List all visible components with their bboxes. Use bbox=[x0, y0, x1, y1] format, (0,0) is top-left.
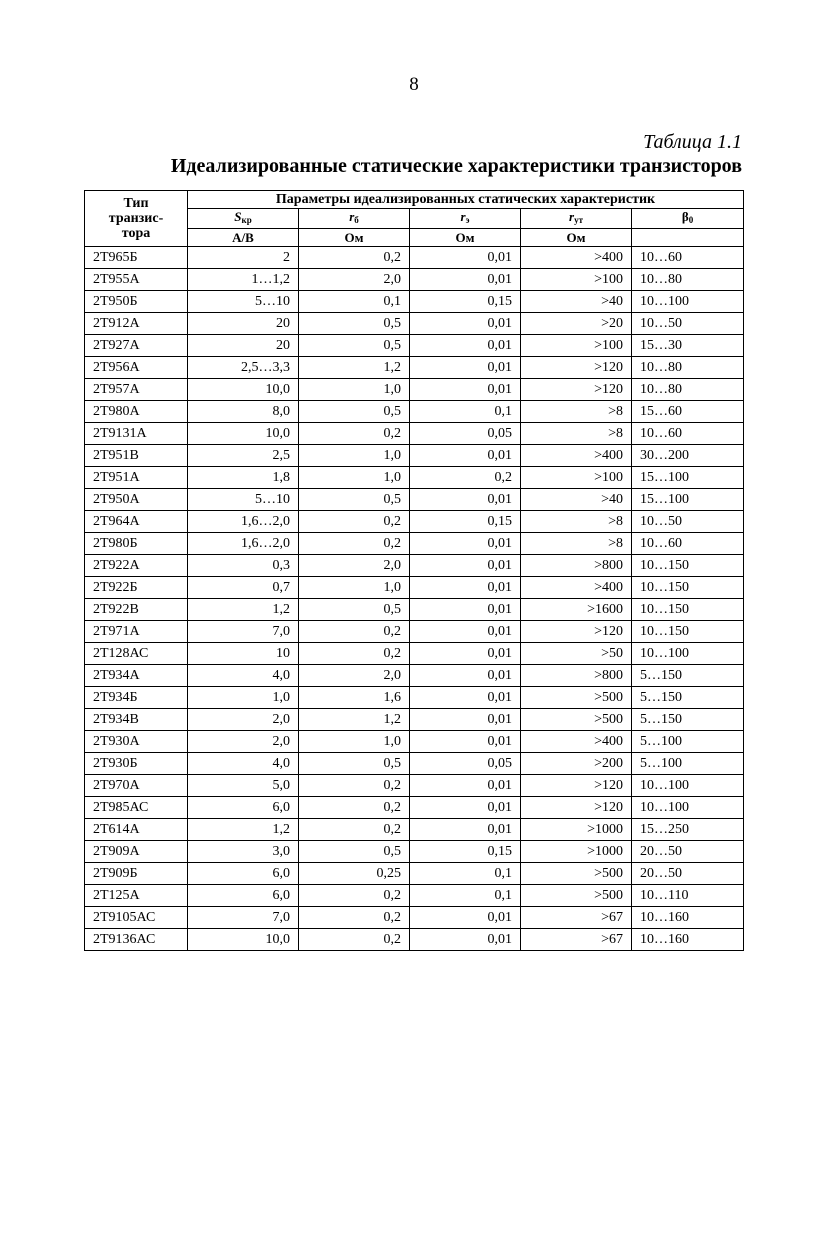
cell-r-b: 0,2 bbox=[299, 643, 410, 665]
table-row bbox=[85, 533, 744, 555]
cell-type: 2Т950Б bbox=[85, 291, 188, 313]
table-row bbox=[85, 577, 744, 599]
cell-beta0: 10…80 bbox=[632, 357, 744, 379]
cell-r-b: 0,5 bbox=[299, 599, 410, 621]
cell-s-kr: 20 bbox=[188, 335, 299, 357]
cell-type: 2Т909Б bbox=[85, 863, 188, 885]
cell-r-e: 0,01 bbox=[410, 247, 521, 269]
cell-beta0: 10…150 bbox=[632, 621, 744, 643]
cell-r-ut: >67 bbox=[521, 929, 632, 951]
cell-r-ut: >400 bbox=[521, 577, 632, 599]
cell-type: 2Т971А bbox=[85, 621, 188, 643]
cell-r-b: 0,2 bbox=[299, 621, 410, 643]
header-unit-r-ut: Ом bbox=[521, 229, 632, 247]
cell-r-ut: >100 bbox=[521, 269, 632, 291]
table-row bbox=[85, 423, 744, 445]
page-number: 8 bbox=[409, 74, 419, 95]
cell-r-e: 0,01 bbox=[410, 819, 521, 841]
cell-r-e: 0,01 bbox=[410, 643, 521, 665]
cell-type: 2Т970А bbox=[85, 775, 188, 797]
cell-r-ut: >100 bbox=[521, 335, 632, 357]
cell-r-e: 0,01 bbox=[410, 665, 521, 687]
cell-s-kr: 6,0 bbox=[188, 885, 299, 907]
cell-r-ut: >200 bbox=[521, 753, 632, 775]
cell-r-e: 0,01 bbox=[410, 929, 521, 951]
header-unit-r-e: Ом bbox=[410, 229, 521, 247]
cell-beta0: 10…50 bbox=[632, 511, 744, 533]
cell-r-ut: >400 bbox=[521, 445, 632, 467]
cell-beta0: 5…150 bbox=[632, 709, 744, 731]
table-row bbox=[85, 555, 744, 577]
cell-beta0: 10…60 bbox=[632, 423, 744, 445]
cell-beta0: 10…160 bbox=[632, 907, 744, 929]
cell-r-b: 0,5 bbox=[299, 489, 410, 511]
table-row bbox=[85, 819, 744, 841]
cell-r-e: 0,15 bbox=[410, 511, 521, 533]
cell-r-e: 0,01 bbox=[410, 313, 521, 335]
cell-beta0: 10…60 bbox=[632, 533, 744, 555]
transistor-table bbox=[84, 190, 744, 951]
cell-type: 2Т934Б bbox=[85, 687, 188, 709]
cell-r-b: 0,1 bbox=[299, 291, 410, 313]
cell-s-kr: 7,0 bbox=[188, 907, 299, 929]
cell-beta0: 10…150 bbox=[632, 599, 744, 621]
cell-r-b: 1,0 bbox=[299, 577, 410, 599]
cell-r-e: 0,05 bbox=[410, 423, 521, 445]
table-row bbox=[85, 929, 744, 951]
cell-type: 2Т922А bbox=[85, 555, 188, 577]
cell-beta0: 10…80 bbox=[632, 379, 744, 401]
cell-r-b: 1,0 bbox=[299, 731, 410, 753]
cell-r-b: 0,2 bbox=[299, 797, 410, 819]
cell-s-kr: 2 bbox=[188, 247, 299, 269]
cell-r-ut: >120 bbox=[521, 775, 632, 797]
cell-s-kr: 10,0 bbox=[188, 929, 299, 951]
cell-type: 2Т909А bbox=[85, 841, 188, 863]
cell-r-b: 0,5 bbox=[299, 335, 410, 357]
table-row bbox=[85, 753, 744, 775]
cell-s-kr: 1…1,2 bbox=[188, 269, 299, 291]
cell-s-kr: 0,7 bbox=[188, 577, 299, 599]
cell-r-e: 0,01 bbox=[410, 621, 521, 643]
cell-type: 2Т955А bbox=[85, 269, 188, 291]
cell-r-e: 0,01 bbox=[410, 489, 521, 511]
cell-r-ut: >8 bbox=[521, 511, 632, 533]
table-row bbox=[85, 313, 744, 335]
cell-r-e: 0,1 bbox=[410, 401, 521, 423]
cell-s-kr: 4,0 bbox=[188, 665, 299, 687]
cell-s-kr: 2,0 bbox=[188, 709, 299, 731]
table-row bbox=[85, 687, 744, 709]
cell-beta0: 10…50 bbox=[632, 313, 744, 335]
table-row bbox=[85, 665, 744, 687]
cell-s-kr: 3,0 bbox=[188, 841, 299, 863]
cell-r-ut: >500 bbox=[521, 709, 632, 731]
cell-beta0: 5…100 bbox=[632, 753, 744, 775]
header-r-b: $r_б$ bbox=[299, 209, 410, 229]
cell-r-e: 0,01 bbox=[410, 709, 521, 731]
cell-s-kr: 2,5…3,3 bbox=[188, 357, 299, 379]
cell-type: 2Т950А bbox=[85, 489, 188, 511]
cell-s-kr: 0,3 bbox=[188, 555, 299, 577]
cell-type: 2Т9105АС bbox=[85, 907, 188, 929]
cell-beta0: 5…150 bbox=[632, 687, 744, 709]
cell-type: 2Т128АС bbox=[85, 643, 188, 665]
cell-type: 2Т980А bbox=[85, 401, 188, 423]
cell-type: 2Т951А bbox=[85, 467, 188, 489]
cell-beta0: 15…250 bbox=[632, 819, 744, 841]
cell-s-kr: 5…10 bbox=[188, 489, 299, 511]
cell-r-e: 0,01 bbox=[410, 797, 521, 819]
cell-r-b: 0,2 bbox=[299, 929, 410, 951]
cell-type: 2Т912А bbox=[85, 313, 188, 335]
cell-s-kr: 1,2 bbox=[188, 599, 299, 621]
cell-type: 2Т922Б bbox=[85, 577, 188, 599]
cell-s-kr: 1,8 bbox=[188, 467, 299, 489]
cell-type: 2Т927А bbox=[85, 335, 188, 357]
cell-r-e: 0,1 bbox=[410, 885, 521, 907]
cell-r-b: 0,2 bbox=[299, 885, 410, 907]
cell-r-e: 0,01 bbox=[410, 357, 521, 379]
cell-r-e: 0,01 bbox=[410, 577, 521, 599]
cell-r-b: 0,2 bbox=[299, 423, 410, 445]
cell-s-kr: 1,2 bbox=[188, 819, 299, 841]
cell-r-e: 0,01 bbox=[410, 775, 521, 797]
cell-beta0: 20…50 bbox=[632, 841, 744, 863]
cell-r-b: 1,0 bbox=[299, 445, 410, 467]
table-row bbox=[85, 379, 744, 401]
header-type-line-2: транзис- bbox=[108, 211, 164, 226]
header-params-title: Параметры идеализированных статических характеристик bbox=[188, 191, 744, 209]
header-type bbox=[85, 191, 188, 247]
table-row bbox=[85, 357, 744, 379]
cell-beta0: 10…110 bbox=[632, 885, 744, 907]
header-unit-s-kr: А/В bbox=[188, 229, 299, 247]
cell-s-kr: 2,0 bbox=[188, 731, 299, 753]
header-unit-r-b: Ом bbox=[299, 229, 410, 247]
cell-r-b: 0,5 bbox=[299, 753, 410, 775]
cell-r-e: 0,01 bbox=[410, 269, 521, 291]
table-label: Таблица 1.1 bbox=[643, 131, 742, 153]
cell-r-ut: >400 bbox=[521, 731, 632, 753]
table-row bbox=[85, 445, 744, 467]
cell-r-ut: >50 bbox=[521, 643, 632, 665]
cell-r-ut: >1000 bbox=[521, 841, 632, 863]
cell-r-ut: >1600 bbox=[521, 599, 632, 621]
table-row bbox=[85, 467, 744, 489]
cell-r-ut: >40 bbox=[521, 291, 632, 313]
cell-r-b: 0,5 bbox=[299, 841, 410, 863]
cell-beta0: 10…100 bbox=[632, 643, 744, 665]
cell-r-b: 2,0 bbox=[299, 269, 410, 291]
table-header bbox=[85, 191, 744, 247]
table-row bbox=[85, 775, 744, 797]
cell-r-e: 0,01 bbox=[410, 379, 521, 401]
table-row bbox=[85, 885, 744, 907]
table-row bbox=[85, 489, 744, 511]
cell-r-e: 0,1 bbox=[410, 863, 521, 885]
cell-r-e: 0,01 bbox=[410, 687, 521, 709]
cell-r-ut: >67 bbox=[521, 907, 632, 929]
cell-s-kr: 6,0 bbox=[188, 863, 299, 885]
cell-type: 2Т922В bbox=[85, 599, 188, 621]
cell-r-b: 1,0 bbox=[299, 467, 410, 489]
cell-r-ut: >20 bbox=[521, 313, 632, 335]
cell-r-ut: >800 bbox=[521, 665, 632, 687]
cell-type: 2Т125А bbox=[85, 885, 188, 907]
cell-beta0: 10…80 bbox=[632, 269, 744, 291]
cell-r-ut: >120 bbox=[521, 797, 632, 819]
table-body bbox=[85, 247, 744, 951]
table-row bbox=[85, 643, 744, 665]
cell-r-b: 0,2 bbox=[299, 907, 410, 929]
table-row bbox=[85, 709, 744, 731]
cell-s-kr: 10,0 bbox=[188, 423, 299, 445]
cell-r-ut: >40 bbox=[521, 489, 632, 511]
cell-r-ut: >100 bbox=[521, 467, 632, 489]
cell-s-kr: 5…10 bbox=[188, 291, 299, 313]
header-r-e: $r_э$ bbox=[410, 209, 521, 229]
cell-r-e: 0,15 bbox=[410, 841, 521, 863]
cell-beta0: 10…100 bbox=[632, 797, 744, 819]
cell-beta0: 10…150 bbox=[632, 577, 744, 599]
cell-type: 2Т9131А bbox=[85, 423, 188, 445]
cell-r-e: 0,15 bbox=[410, 291, 521, 313]
cell-s-kr: 10 bbox=[188, 643, 299, 665]
cell-s-kr: 1,6…2,0 bbox=[188, 511, 299, 533]
header-s-kr: $S_{кр}$ bbox=[188, 209, 299, 229]
header-type-line-1: Тип bbox=[123, 196, 149, 211]
cell-r-ut: >120 bbox=[521, 357, 632, 379]
cell-s-kr: 10,0 bbox=[188, 379, 299, 401]
table-row bbox=[85, 599, 744, 621]
cell-type: 2Т985АС bbox=[85, 797, 188, 819]
cell-r-ut: >1000 bbox=[521, 819, 632, 841]
cell-s-kr: 4,0 bbox=[188, 753, 299, 775]
table-row bbox=[85, 511, 744, 533]
cell-beta0: 20…50 bbox=[632, 863, 744, 885]
table-title: Идеализированные статические характеристики транзисторов bbox=[170, 155, 742, 177]
cell-s-kr: 2,5 bbox=[188, 445, 299, 467]
cell-r-e: 0,01 bbox=[410, 335, 521, 357]
cell-r-b: 1,0 bbox=[299, 379, 410, 401]
cell-r-b: 2,0 bbox=[299, 555, 410, 577]
cell-r-ut: >120 bbox=[521, 379, 632, 401]
cell-r-e: 0,01 bbox=[410, 599, 521, 621]
cell-beta0: 15…100 bbox=[632, 467, 744, 489]
cell-r-b: 0,2 bbox=[299, 819, 410, 841]
cell-r-ut: >8 bbox=[521, 533, 632, 555]
cell-r-e: 0,05 bbox=[410, 753, 521, 775]
header-r-ut: $r_{ут}$ bbox=[521, 209, 632, 229]
cell-r-ut: >8 bbox=[521, 423, 632, 445]
cell-r-b: 0,2 bbox=[299, 247, 410, 269]
header-type-line-3: тора bbox=[121, 226, 151, 241]
cell-r-ut: >500 bbox=[521, 885, 632, 907]
cell-r-ut: >800 bbox=[521, 555, 632, 577]
cell-s-kr: 7,0 bbox=[188, 621, 299, 643]
table-row bbox=[85, 731, 744, 753]
cell-s-kr: 1,6…2,0 bbox=[188, 533, 299, 555]
cell-beta0: 5…150 bbox=[632, 665, 744, 687]
cell-r-b: 1,2 bbox=[299, 357, 410, 379]
table-row bbox=[85, 401, 744, 423]
table-row bbox=[85, 907, 744, 929]
cell-beta0: 10…60 bbox=[632, 247, 744, 269]
cell-type: 2Т930Б bbox=[85, 753, 188, 775]
cell-s-kr: 20 bbox=[188, 313, 299, 335]
cell-type: 2Т951В bbox=[85, 445, 188, 467]
cell-beta0: 10…150 bbox=[632, 555, 744, 577]
cell-r-ut: >120 bbox=[521, 621, 632, 643]
cell-r-b: 1,6 bbox=[299, 687, 410, 709]
cell-type: 2Т965Б bbox=[85, 247, 188, 269]
cell-r-ut: >500 bbox=[521, 687, 632, 709]
cell-type: 2Т614А bbox=[85, 819, 188, 841]
cell-beta0: 30…200 bbox=[632, 445, 744, 467]
cell-beta0: 15…60 bbox=[632, 401, 744, 423]
table-row bbox=[85, 269, 744, 291]
cell-s-kr: 8,0 bbox=[188, 401, 299, 423]
cell-r-b: 2,0 bbox=[299, 665, 410, 687]
cell-beta0: 10…160 bbox=[632, 929, 744, 951]
cell-s-kr: 1,0 bbox=[188, 687, 299, 709]
cell-type: 2Т930А bbox=[85, 731, 188, 753]
cell-r-b: 0,25 bbox=[299, 863, 410, 885]
table-row bbox=[85, 247, 744, 269]
cell-r-e: 0,01 bbox=[410, 907, 521, 929]
cell-r-b: 0,2 bbox=[299, 533, 410, 555]
cell-type: 2Т964А bbox=[85, 511, 188, 533]
cell-beta0: 10…100 bbox=[632, 775, 744, 797]
cell-r-b: 0,2 bbox=[299, 511, 410, 533]
cell-r-e: 0,01 bbox=[410, 555, 521, 577]
cell-type: 2Т957А bbox=[85, 379, 188, 401]
cell-type: 2Т956А bbox=[85, 357, 188, 379]
cell-r-b: 0,5 bbox=[299, 401, 410, 423]
cell-r-b: 0,2 bbox=[299, 775, 410, 797]
cell-type: 2Т980Б bbox=[85, 533, 188, 555]
header-unit-beta0 bbox=[632, 229, 744, 247]
cell-r-e: 0,01 bbox=[410, 445, 521, 467]
cell-beta0: 5…100 bbox=[632, 731, 744, 753]
cell-beta0: 15…30 bbox=[632, 335, 744, 357]
cell-beta0: 15…100 bbox=[632, 489, 744, 511]
table-row bbox=[85, 863, 744, 885]
table-row bbox=[85, 621, 744, 643]
table-row bbox=[85, 291, 744, 313]
cell-r-e: 0,01 bbox=[410, 731, 521, 753]
header-beta0: $\beta_0$ bbox=[632, 209, 744, 229]
cell-r-b: 0,5 bbox=[299, 313, 410, 335]
cell-r-e: 0,2 bbox=[410, 467, 521, 489]
cell-type: 2Т934А bbox=[85, 665, 188, 687]
table-row bbox=[85, 797, 744, 819]
cell-s-kr: 5,0 bbox=[188, 775, 299, 797]
cell-r-ut: >400 bbox=[521, 247, 632, 269]
cell-beta0: 10…100 bbox=[632, 291, 744, 313]
cell-r-e: 0,01 bbox=[410, 533, 521, 555]
cell-r-ut: >8 bbox=[521, 401, 632, 423]
table-row bbox=[85, 335, 744, 357]
cell-type: 2Т9136АС bbox=[85, 929, 188, 951]
cell-r-ut: >500 bbox=[521, 863, 632, 885]
table-row bbox=[85, 841, 744, 863]
cell-type: 2Т934В bbox=[85, 709, 188, 731]
cell-r-b: 1,2 bbox=[299, 709, 410, 731]
cell-s-kr: 6,0 bbox=[188, 797, 299, 819]
